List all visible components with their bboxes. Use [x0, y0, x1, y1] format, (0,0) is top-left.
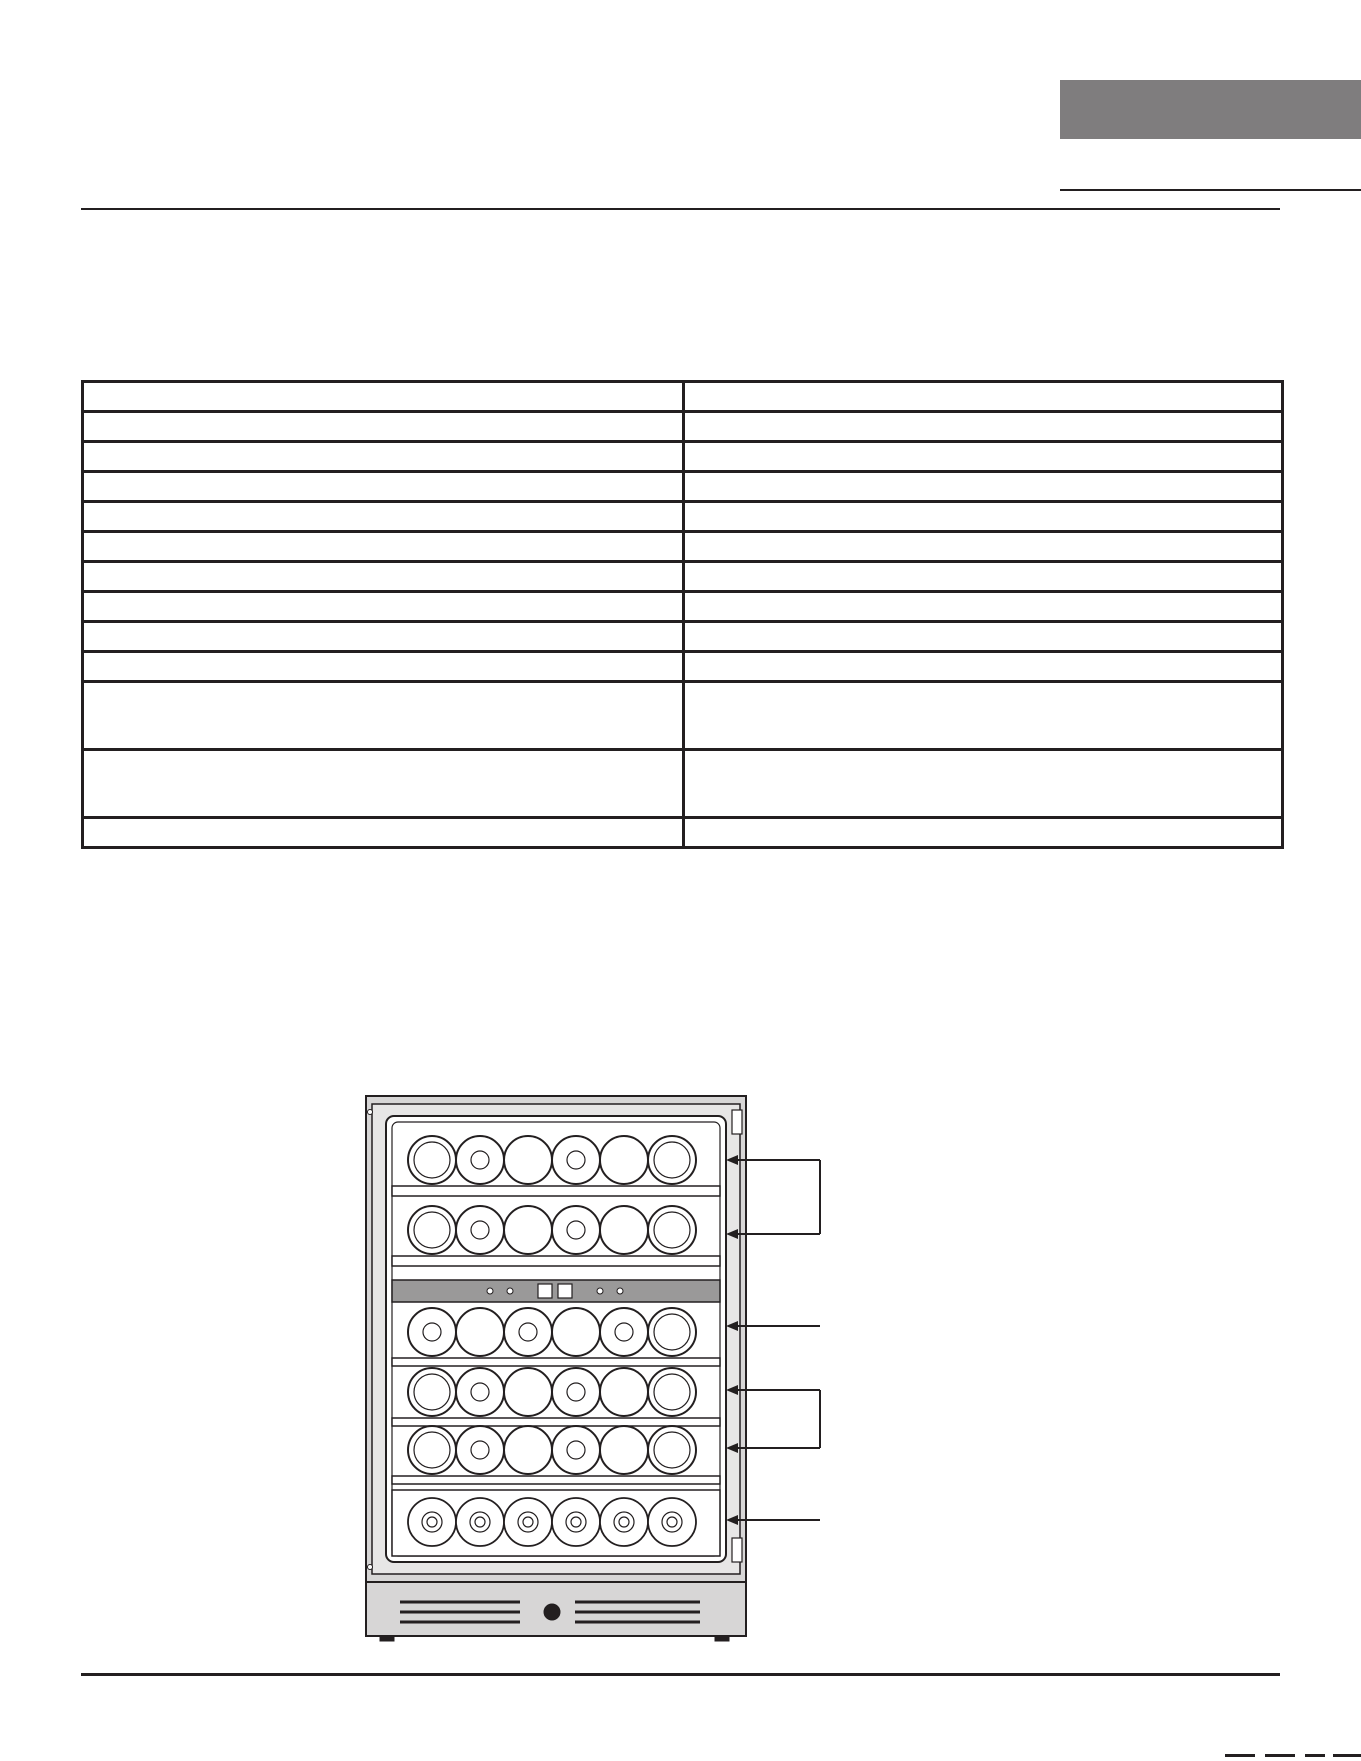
spec-value — [684, 562, 1283, 592]
spec-value — [684, 532, 1283, 562]
table-row — [83, 652, 1283, 682]
spec-value — [684, 382, 1283, 412]
table-row — [83, 562, 1283, 592]
footer-marks — [1225, 1754, 1361, 1757]
wine-cooler-front-view-icon — [360, 1092, 840, 1642]
footer-divider — [81, 1673, 1280, 1676]
spec-value — [684, 442, 1283, 472]
table-row — [83, 472, 1283, 502]
spec-label — [83, 652, 684, 682]
spec-value — [684, 412, 1283, 442]
table-row — [83, 622, 1283, 652]
section-tab — [1060, 80, 1361, 139]
spec-value — [684, 652, 1283, 682]
table-row — [83, 682, 1283, 750]
spec-value — [684, 502, 1283, 532]
spec-label — [83, 622, 684, 652]
spec-label — [83, 818, 684, 848]
spec-value — [684, 472, 1283, 502]
section-tab-underline — [1060, 189, 1361, 191]
spec-value — [684, 622, 1283, 652]
table-row — [83, 592, 1283, 622]
upper-shelf-2 — [392, 1206, 720, 1266]
upper-shelf-1 — [392, 1136, 720, 1196]
display-shelf — [392, 1490, 720, 1556]
spec-value — [684, 592, 1283, 622]
table-row — [83, 442, 1283, 472]
spec-label — [83, 442, 684, 472]
table-row — [83, 412, 1283, 442]
table-row — [83, 750, 1283, 818]
spec-label — [83, 502, 684, 532]
spec-label — [83, 382, 684, 412]
spec-label — [83, 682, 684, 750]
table-row — [83, 502, 1283, 532]
spec-value — [684, 818, 1283, 848]
spec-value — [684, 750, 1283, 818]
spec-label — [83, 562, 684, 592]
spec-label — [83, 472, 684, 502]
spec-label — [83, 750, 684, 818]
table-row — [83, 532, 1283, 562]
header-divider — [81, 208, 1280, 210]
table-row — [83, 382, 1283, 412]
spec-label — [83, 532, 684, 562]
specifications-table — [81, 380, 1284, 849]
spec-value — [684, 682, 1283, 750]
spec-label — [83, 592, 684, 622]
spec-label — [83, 412, 684, 442]
table-row — [83, 818, 1283, 848]
